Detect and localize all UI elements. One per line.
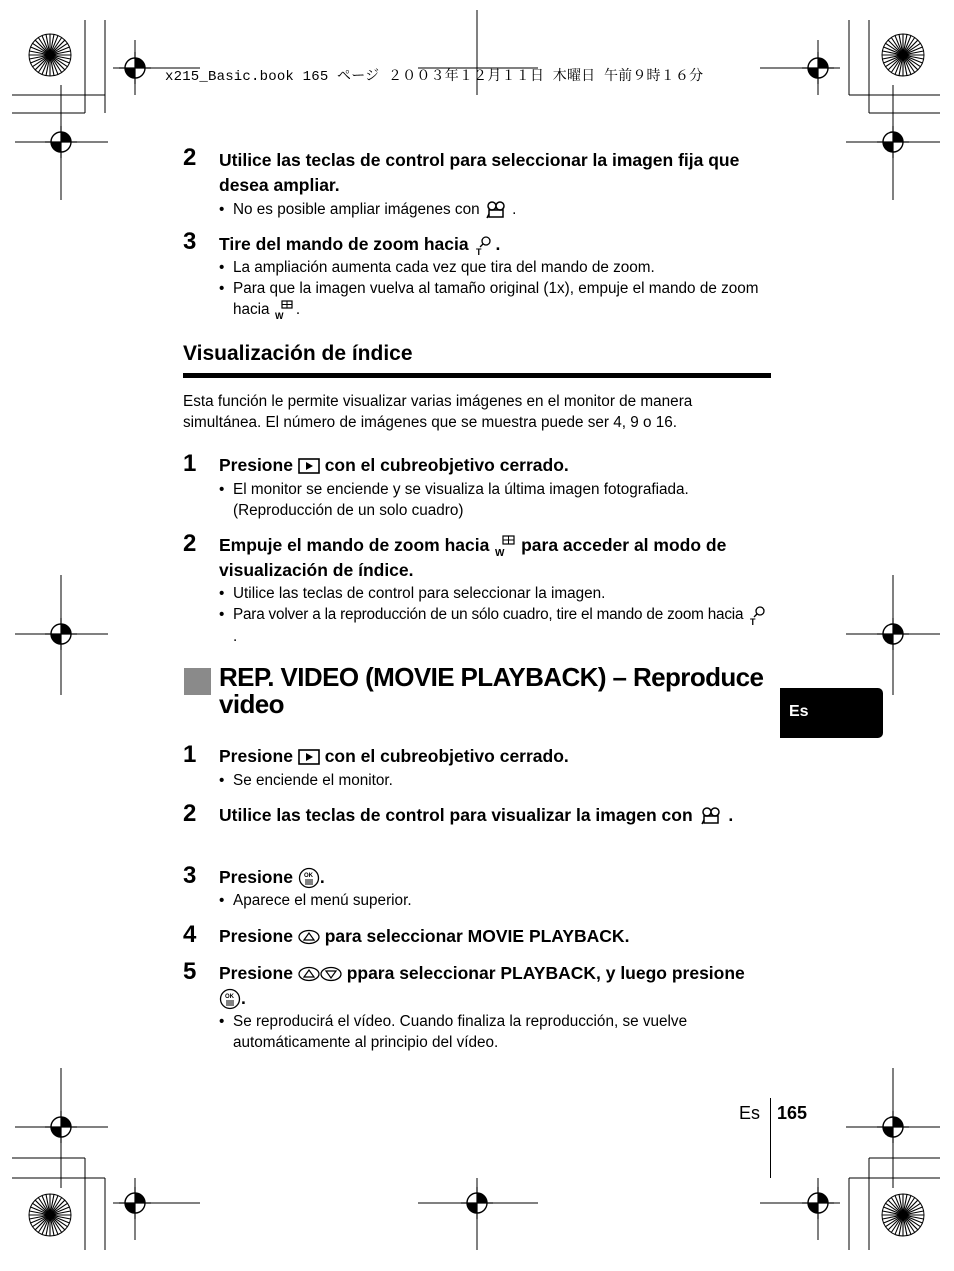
svg-text:W: W: [495, 548, 505, 558]
step-text-part: Presione: [219, 455, 293, 475]
step-text-part: ppara seleccionar PLAYBACK, y luego presione: [346, 963, 745, 983]
svg-text:T: T: [476, 247, 482, 257]
bullet-punct: .: [512, 201, 517, 218]
step-text-part: Presione: [219, 867, 293, 887]
section-marker: [184, 668, 211, 695]
step-text-part: para acceder al modo de visualización de índice.: [219, 535, 727, 580]
movie-icon: [484, 200, 508, 220]
step-number: 3: [183, 228, 197, 255]
step-text: Utilice las teclas de control para seleccionar la imagen fija que desea ampliar.: [219, 150, 740, 195]
arrow-up-button-icon: [298, 929, 320, 945]
svg-text:OK: OK: [225, 994, 234, 1001]
bullet-item: • Para que la imagen vuelva al tamaño original (1x), empuje el mando de zoom hacia W .: [219, 280, 759, 320]
zoom-wide-icon: [494, 535, 516, 557]
step-number: 2: [183, 144, 197, 171]
bullet-text: Se reproducirá el vídeo. Cuando finaliza la reproducción, se vuelve automáticamente al principio del vídeo.: [233, 1013, 688, 1051]
bullet-item: • El monitor se enciende y se visualiza la última imagen fotografiada. (Reproducción de un solo cuadro): [219, 479, 771, 521]
step-number: 5: [183, 958, 197, 985]
playback-button-icon: [298, 458, 320, 474]
step-number: 3: [183, 862, 197, 889]
page-number: 165: [777, 1103, 808, 1123]
arrow-down-button-icon: [320, 966, 342, 982]
svg-text:W: W: [274, 310, 284, 320]
bullet-text: Para que la imagen vuelva al tamaño original (1x), empuje el mando de zoom hacia: [233, 280, 759, 318]
arrow-up-button-icon: [298, 966, 320, 982]
step-number: 2: [183, 530, 197, 557]
step-text-part: Tire del mando de zoom hacia: [219, 234, 469, 254]
step-text: [219, 803, 771, 828]
bullet-punct: .: [233, 628, 238, 645]
step-text-part: Presione: [219, 926, 293, 946]
bullet-text: El monitor se enciende y se visualiza la última imagen fotografiada. (Reproducción de un solo cuadro): [233, 481, 689, 519]
footer-divider: [770, 1098, 771, 1178]
step-number: 2: [183, 800, 197, 827]
step-text-part: .: [728, 805, 734, 825]
print-header: x215_Basic.book 165 ページ ２００３年１２月１１日 木曜日 午前９時１６分: [165, 69, 704, 85]
bullet-text: No es posible ampliar imágenes con: [233, 201, 480, 218]
step-text-part: con el cubreobjetivo cerrado.: [324, 746, 569, 766]
section-title: REP. VIDEO (MOVIE PLAYBACK) – Reproduce video: [219, 662, 764, 719]
step-text: [219, 533, 771, 583]
section-heading: Visualización de índice: [183, 342, 413, 365]
step-number: 1: [183, 450, 197, 477]
step-text-part: .: [495, 234, 501, 254]
bullet-punct: .: [295, 301, 301, 318]
bullet-item: • Aparece el menú superior.: [219, 890, 771, 911]
step-text: [219, 961, 771, 1011]
language-tab: [780, 688, 883, 738]
footer-language: Es: [739, 1103, 761, 1123]
zoom-tele-icon: [747, 604, 769, 626]
step-text-part: .: [319, 867, 325, 887]
svg-text:T: T: [750, 617, 756, 626]
bullet-text: Utilice las teclas de control para seleccionar la imagen.: [233, 585, 606, 602]
step-text-part: para seleccionar MOVIE PLAYBACK.: [324, 926, 630, 946]
step-text-part: Empuje el mando de zoom hacia: [219, 535, 490, 555]
playback-button-icon: [298, 749, 320, 765]
bullet-item: • La ampliación aumenta cada vez que tira del mando de zoom.: [219, 257, 771, 278]
bullet-text: Aparece el menú superior.: [233, 892, 412, 909]
bullet-item: • Utilice las teclas de control para seleccionar la imagen.: [219, 583, 771, 604]
heading-rule: [183, 373, 771, 378]
step-number: 4: [183, 921, 197, 948]
bullet-item: • Se enciende el monitor.: [219, 770, 771, 791]
step-text-part: Utilice las teclas de control para visualizar la imagen con: [219, 805, 693, 825]
intro-paragraph: Esta función le permite visualizar varias imágenes en el monitor de manera simultánea. El número de imágenes que se muestra puede ser 4, 9 o 16.: [183, 393, 693, 431]
step-text: [219, 924, 771, 949]
zoom-wide-icon: [274, 300, 296, 320]
language-tab-label: Es: [789, 703, 809, 720]
step-text: [219, 865, 771, 890]
step-text-part: con el cubreobjetivo cerrado.: [324, 455, 569, 475]
svg-text:OK: OK: [303, 873, 313, 880]
step-text: [219, 232, 771, 257]
step-number: 1: [183, 741, 197, 768]
step-text-part: Presione: [219, 963, 293, 983]
bullet-item: • Se reproducirá el vídeo. Cuando finaliza la reproducción, se vuelve automáticamente al principio del vídeo.: [219, 1011, 771, 1053]
step-text: [219, 744, 771, 769]
zoom-tele-icon: [473, 234, 495, 256]
ok-menu-button-icon: [219, 988, 241, 1010]
step-text-part: Presione: [219, 746, 293, 766]
bullet-text: La ampliación aumenta cada vez que tira del mando de zoom.: [233, 259, 655, 276]
step-text: [219, 453, 771, 478]
step-text-part: .: [241, 988, 246, 1008]
movie-icon: [698, 806, 724, 826]
bullet-item: • No es posible ampliar imágenes con .: [219, 201, 517, 218]
bullet-text: Se enciende el monitor.: [233, 772, 393, 789]
ok-menu-button-icon: [298, 867, 320, 889]
bullet-item: • Para volver a la reproducción de un sólo cuadro, tire el mando de zoom hacia T .: [219, 604, 771, 647]
bullet-text: Para volver a la reproducción de un sólo cuadro, tire el mando de zoom hacia: [233, 606, 744, 624]
